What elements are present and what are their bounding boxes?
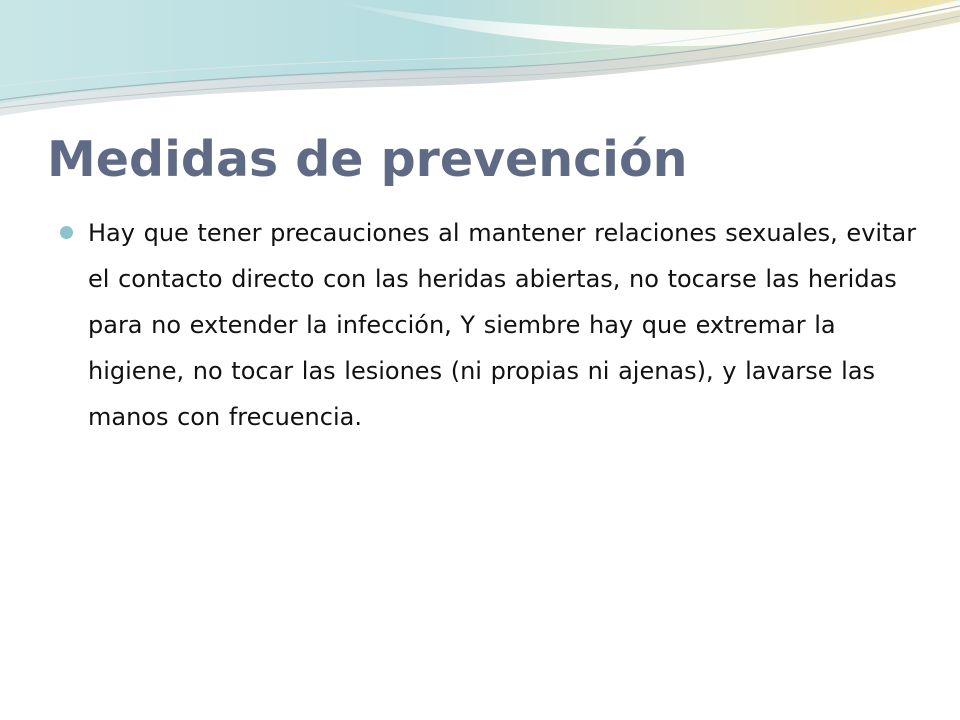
slide-title: Medidas de prevención bbox=[47, 131, 688, 188]
bullet-dot-icon bbox=[60, 226, 73, 239]
bullet-text: Hay que tener precauciones al mantener relaciones sexuales, evitar el contacto directo con las heridas abiertas, no tocarse las heridas para no extender la infección, Y siembre hay que extremar la higiene, no tocar las lesiones (ni propias ni ajenas), y lavarse las manos con frecuencia. bbox=[88, 219, 917, 431]
slide-body bbox=[60, 210, 920, 440]
decorative-header-wave bbox=[0, 0, 960, 140]
bullet-item bbox=[60, 210, 920, 440]
